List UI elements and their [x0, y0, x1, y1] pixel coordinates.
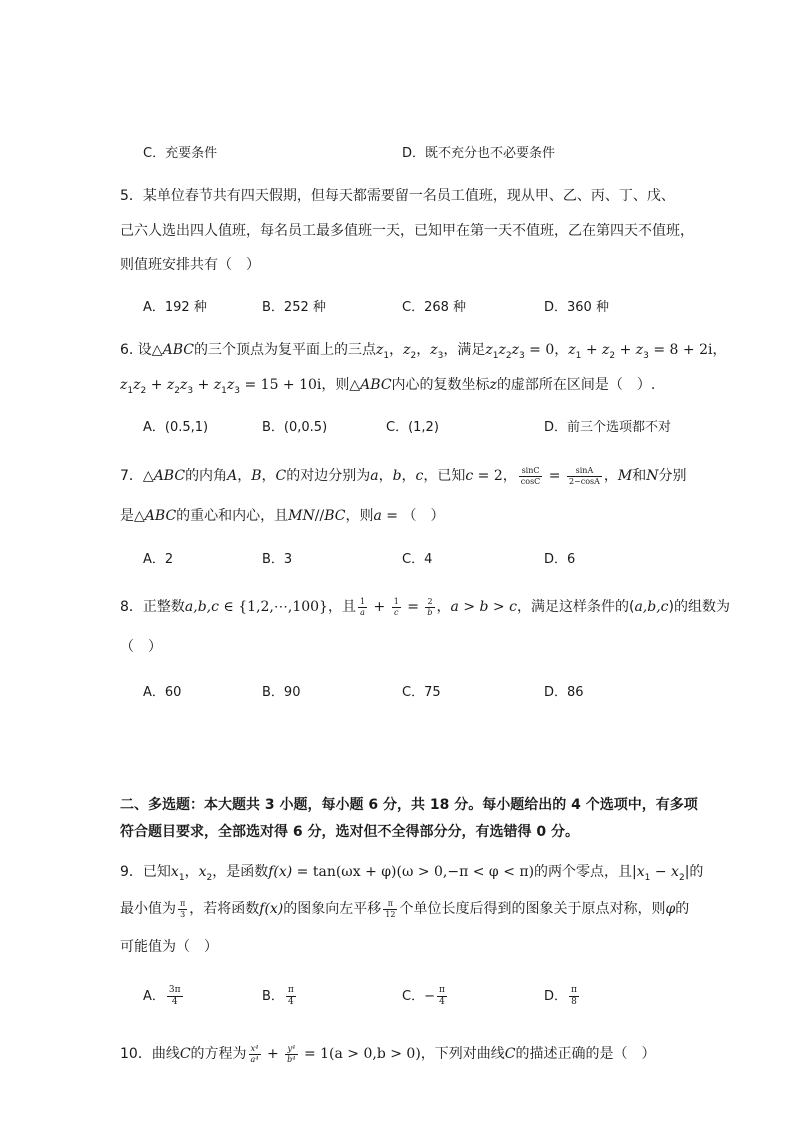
section-2-heading-line-1: 二、多选题：本大题共 3 小题，每小题 6 分，共 18 分。每小题给出的 4 个选项中，有多项 — [120, 797, 698, 813]
q7-option-d: D．6 — [544, 552, 576, 567]
q6-line-2: $z_1z_2 + z_2z_3 + z_1z_3 = 15 + 10i$，则△ABC内心的复数坐标z的虚部所在区间是（ ）. — [120, 377, 656, 396]
q5-line-3: 则值班安排共有（ ） — [120, 257, 260, 273]
q8-option-b: B．90 — [262, 685, 301, 700]
q9-option-d: D． $\frac{\pi}{8}$ — [544, 985, 577, 1007]
q10-equation: = 1(a > 0,b > 0) — [299, 1046, 421, 1062]
q4-option-c: C．充要条件 — [143, 146, 218, 161]
q7-option-b: B．3 — [262, 552, 293, 567]
q6-text: 的三个顶点为复平面上的三点 — [193, 342, 376, 358]
q8-line-2: （ ） — [120, 639, 162, 655]
q8-option-d: D．86 — [544, 685, 584, 700]
q7-fraction-2: $\frac{\sin A}{2-\cos A}$ — [568, 465, 600, 486]
q8-option-a: A．60 — [143, 685, 182, 700]
section-2-heading-line-2: 符合题目要求，全部选对得 6 分，选对但不全得部分分，有选错得 0 分。 — [120, 824, 579, 840]
q6-option-b: B．(0,0.5) — [262, 420, 328, 435]
q6-option-a: A．(0.5,1) — [143, 420, 209, 435]
q5-option-c: C．268 种 — [402, 300, 467, 315]
q10-fraction-x: $\frac{\text{x⁴}}{\text{a⁴}}$ — [250, 1043, 259, 1064]
q6-equation-2: = 8 + 2i， — [648, 342, 727, 358]
q7-line-1: 7．△ABC的内角A，B，C的对边分别为a，b，c，已知c = 2， $\frac{\sin C}{\cos C}$ = $\frac{\sin A}{2-\cos A}$ ，M和N分别 — [120, 465, 687, 486]
q9-function: = tan(ωx + φ)(ω > 0,−π < φ < π) — [292, 864, 535, 880]
q6-triangle-name: ABC — [162, 342, 194, 358]
q9-fraction-pi-3: $\frac{\pi}{3}$ — [180, 898, 186, 919]
q9-line-1: 9．已知$x_1$，$x_2$，是函数f(x) = tan(ωx + φ)(ω > 0,−π < φ < π)的两个零点，且$|x_1 - x_2|$的 — [120, 864, 704, 883]
q5-option-a: A．192 种 — [143, 300, 207, 315]
q10-line-1: 10．曲线C的方程为 $\frac{\text{x⁴}}{\text{a⁴}}$ + $\frac{\text{y⁴}}{\text{b⁴}}$ = 1(a > 0,b > 0)，下列对曲线C的描述正确的是（ ） — [120, 1043, 656, 1064]
q8-option-c: C．75 — [402, 685, 441, 700]
q6-equation-1: = 0， — [524, 342, 569, 358]
q5-line-2: 己六人选出四人值班，每名员工最多值班一天，已知甲在第一天不值班，乙在第四天不值班， — [120, 223, 694, 239]
q10-fraction-y: $\frac{\text{y⁴}}{\text{b⁴}}$ — [287, 1043, 296, 1064]
q9-line-3: 可能值为（ ） — [120, 939, 218, 955]
q6-option-c: C．(1,2) — [386, 420, 439, 435]
q9-line-2: 最小值为 $\frac{\pi}{3}$ ，若将函数f(x)的图象向左平移 $\frac{\pi}{12}$ 个单位长度后得到的图象关于原点对称，则φ的 — [120, 898, 690, 919]
q7-fraction-1: $\frac{\sin C}{\cos C}$ — [520, 465, 541, 486]
q5-line-1: 5．某单位春节共有四天假期，但每天都需要留一名员工值班，现从甲、乙、丙、丁、戊、 — [120, 188, 675, 204]
q5-option-d: D．360 种 — [544, 300, 609, 315]
q6-option-d: D．前三个选项都不对 — [544, 420, 672, 435]
q9-fraction-pi-12: $\frac{\pi}{12}$ — [385, 898, 396, 919]
q8-fraction-3: $\frac{2}{b}$ — [427, 596, 433, 617]
q6-equation-3: = 15 + 10i，则△ — [240, 377, 361, 393]
q9-option-c: C．− $\frac{\pi}{4}$ — [402, 985, 445, 1007]
z-var: z — [375, 342, 384, 358]
q7-option-c: C．4 — [402, 552, 433, 567]
q6-line-1: 6. 设△ABC的三个顶点为复平面上的三点$z_1$，$z_2$，$z_3$，满足$z_1z_2z_3 = 0$，$z_1 + z_2 + z_3 = 8 + 2i$， — [120, 342, 727, 361]
q6-prefix: 6. 设△ — [120, 342, 163, 358]
q9-option-b: B． $\frac{\pi}{4}$ — [262, 985, 294, 1007]
q8-fraction-2: $\frac{1}{c}$ — [393, 596, 399, 617]
q7-option-a: A．2 — [143, 552, 174, 567]
q9-option-a: A． $\frac{3\pi}{4}$ — [143, 985, 181, 1007]
q7-line-2: 是△ABC的重心和内心，且MN//BC，则a = （ ） — [120, 508, 445, 524]
q4-option-d: D．既不充分也不必要条件 — [402, 146, 556, 161]
q8-fraction-1: $\frac{1}{a}$ — [359, 596, 366, 617]
q5-option-b: B．252 种 — [262, 300, 326, 315]
q8-line-1: 8．正整数a,b,c ∈ {1,2,⋯,100}，且 $\frac{1}{a}$ + $\frac{1}{c}$ = $\frac{2}{b}$ ，a > b > c，满足这样条件的(a,b,c)的组数为 — [120, 596, 730, 617]
